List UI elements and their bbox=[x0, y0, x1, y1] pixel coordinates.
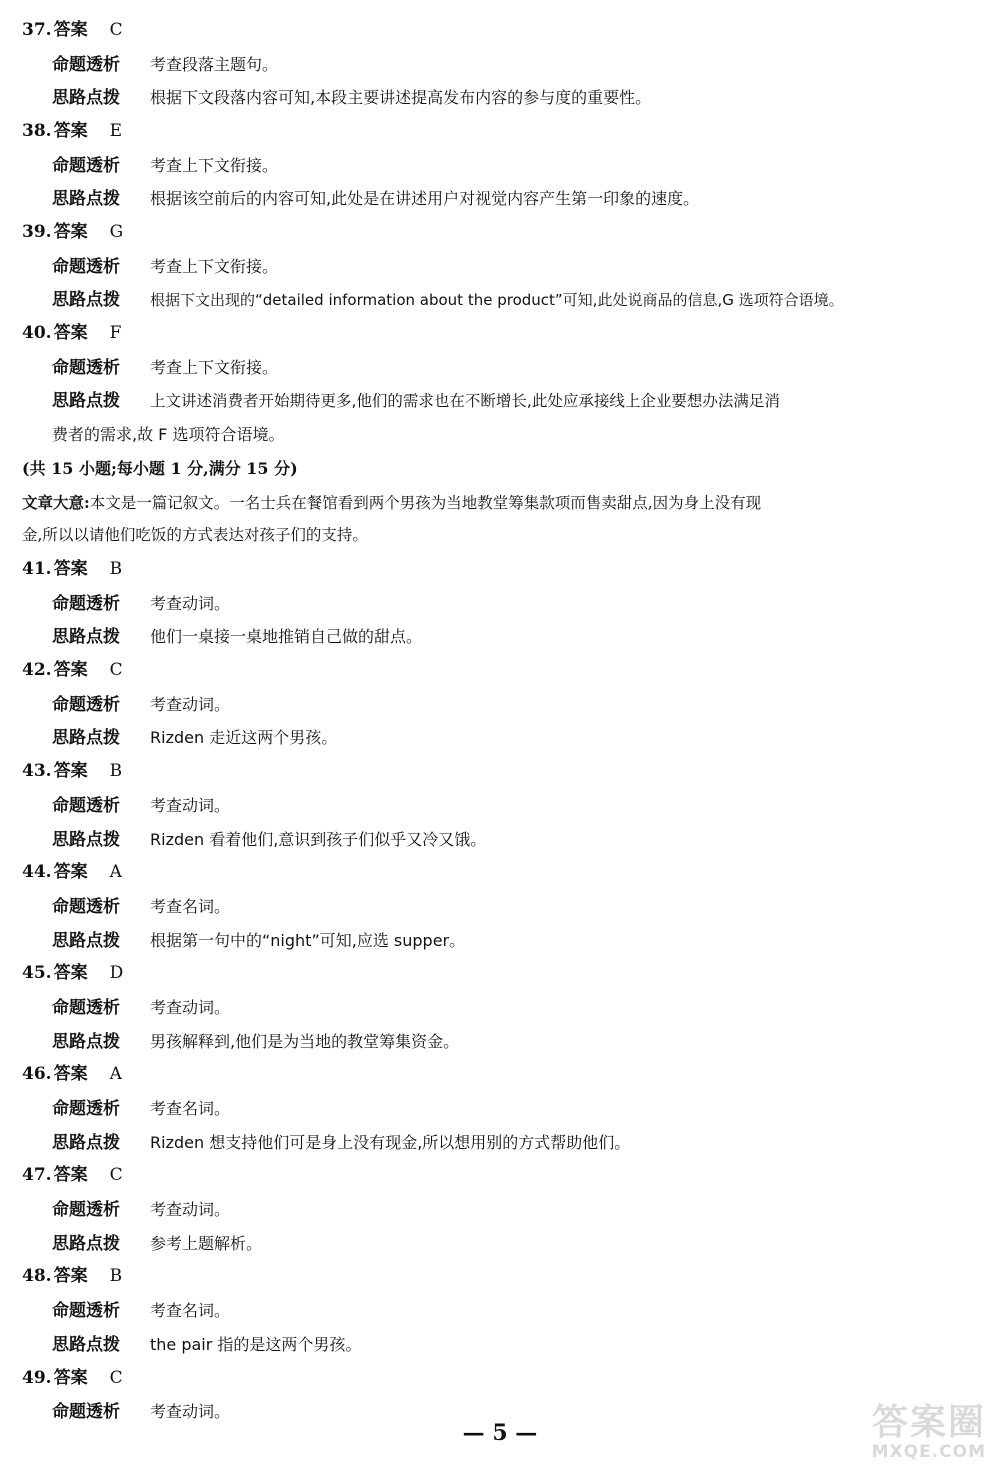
answer-label: 答案 bbox=[53, 1165, 88, 1186]
topic-label: 命题透析 bbox=[52, 256, 120, 277]
question-number: 40. bbox=[22, 323, 52, 344]
topic-line-48 bbox=[22, 1294, 982, 1328]
answer-label: 答案 bbox=[53, 1266, 88, 1287]
hint-text: Rizden 走近这两个男孩。 bbox=[150, 728, 338, 748]
answer-label: 答案 bbox=[53, 660, 88, 681]
topic-line-40 bbox=[22, 351, 982, 385]
question-number: 49. bbox=[22, 1367, 52, 1388]
topic-text: 考查上下文衔接。 bbox=[150, 357, 279, 377]
hint-text: the pair 指的是这两个男孩。 bbox=[150, 1334, 362, 1354]
hint-label: 思路点拨 bbox=[52, 289, 120, 310]
topic-label: 命题透析 bbox=[52, 795, 120, 816]
topic-text: 考查名词。 bbox=[150, 1099, 231, 1118]
answer-letter: B bbox=[109, 1266, 123, 1287]
answer-letter: E bbox=[109, 121, 122, 142]
topic-label: 命题透析 bbox=[52, 155, 120, 176]
hint-label: 思路点拨 bbox=[52, 829, 120, 850]
topic-text: 考查动词。 bbox=[150, 593, 231, 613]
hint-line-48 bbox=[22, 1328, 982, 1362]
topic-label: 命题透析 bbox=[52, 694, 120, 715]
answer-label: 答案 bbox=[53, 121, 88, 142]
answer-label: 答案 bbox=[53, 1367, 88, 1388]
answer-letter: C bbox=[109, 1165, 123, 1186]
topic-text: 考查动词。 bbox=[150, 997, 231, 1017]
hint-label: 思路点拨 bbox=[52, 627, 120, 648]
page-content bbox=[22, 14, 982, 1429]
topic-text: 考查段落主题句。 bbox=[150, 54, 279, 74]
hint-label: 思路点拨 bbox=[52, 1233, 120, 1254]
answer-line-44 bbox=[22, 856, 982, 890]
question-number: 46. bbox=[22, 1064, 52, 1085]
hint-label: 思路点拨 bbox=[52, 1132, 120, 1153]
hint-line-45 bbox=[22, 1025, 982, 1059]
hint-text: 根据下文出现的“detailed information about the product”可知,此处说商品的信息,G 选项符合语境。 bbox=[150, 290, 844, 309]
answer-line-47 bbox=[22, 1159, 982, 1193]
hint-line-43 bbox=[22, 823, 982, 857]
answer-line-43 bbox=[22, 755, 982, 789]
question-number: 48. bbox=[22, 1266, 52, 1287]
answer-line-48 bbox=[22, 1260, 982, 1294]
topic-line-44 bbox=[22, 890, 982, 924]
summary-text: 本文是一篇记叙文。一名士兵在餐馆看到两个男孩为当地教堂筹集款项而售卖甜点,因为身上没有现 bbox=[89, 493, 762, 512]
topic-line-46 bbox=[22, 1092, 982, 1126]
answer-letter: F bbox=[109, 323, 122, 344]
answer-letter: B bbox=[109, 559, 123, 579]
hint-text: 他们一桌接一桌地推销自己做的甜点。 bbox=[150, 627, 423, 647]
question-number: 43. bbox=[22, 761, 52, 782]
answer-line-49 bbox=[22, 1362, 982, 1396]
answer-letter: C bbox=[109, 20, 123, 40]
hint-text: 根据第一句中的“night”可知,应选 supper。 bbox=[150, 930, 466, 950]
question-number: 39. bbox=[22, 222, 52, 243]
answer-line-37 bbox=[22, 14, 982, 48]
hint-label: 思路点拨 bbox=[52, 189, 120, 210]
watermark-top: 答案圈 bbox=[871, 1401, 986, 1443]
topic-line-47 bbox=[22, 1193, 982, 1227]
topic-label: 命题透析 bbox=[52, 997, 120, 1018]
answer-label: 答案 bbox=[53, 222, 88, 243]
answer-label: 答案 bbox=[53, 20, 88, 40]
hint-label: 思路点拨 bbox=[52, 728, 120, 749]
answer-line-40 bbox=[22, 317, 982, 351]
topic-label: 命题透析 bbox=[52, 1200, 120, 1221]
hint-line-46 bbox=[22, 1126, 982, 1160]
answer-letter: C bbox=[109, 1367, 123, 1388]
answer-letter: A bbox=[109, 1064, 122, 1085]
summary-label: 文章大意: bbox=[22, 492, 90, 512]
answer-line-38 bbox=[22, 115, 982, 149]
answer-label: 答案 bbox=[53, 323, 88, 344]
answer-line-42 bbox=[22, 654, 982, 688]
question-number: 41. bbox=[22, 559, 52, 579]
hint-text: Rizden 看着他们,意识到孩子们似乎又冷又饿。 bbox=[150, 829, 487, 849]
hint-text: 男孩解释到,他们是为当地的教堂筹集资金。 bbox=[150, 1031, 460, 1051]
topic-line-41 bbox=[22, 587, 982, 621]
topic-label: 命题透析 bbox=[52, 54, 120, 75]
watermark-logo bbox=[836, 1402, 986, 1474]
question-number: 44. bbox=[22, 862, 52, 883]
hint-label: 思路点拨 bbox=[52, 1334, 120, 1355]
hint-text: 根据下文段落内容可知,本段主要讲述提高发布内容的参与度的重要性。 bbox=[150, 88, 652, 108]
topic-text: 考查动词。 bbox=[150, 1402, 231, 1422]
hint-line-41 bbox=[22, 620, 982, 654]
topic-line-43 bbox=[22, 789, 982, 823]
section-heading: (共 15 小题;每小题 1 分,满分 15 分) bbox=[22, 458, 298, 478]
summary-line-1 bbox=[22, 486, 982, 520]
hint-label: 思路点拨 bbox=[52, 88, 120, 109]
question-number: 38. bbox=[22, 121, 52, 142]
answer-letter: A bbox=[109, 862, 122, 883]
answer-letter: B bbox=[109, 761, 123, 782]
hint-text-continued: 费者的需求,故 F 选项符合语境。 bbox=[52, 425, 285, 445]
answer-letter: C bbox=[109, 660, 123, 681]
topic-text: 考查动词。 bbox=[150, 795, 231, 815]
answer-line-46 bbox=[22, 1058, 982, 1092]
hint-line-47 bbox=[22, 1227, 982, 1261]
topic-label: 命题透析 bbox=[52, 1099, 120, 1119]
hint-label: 思路点拨 bbox=[52, 930, 120, 951]
topic-text: 考查动词。 bbox=[150, 1200, 231, 1220]
hint-label: 思路点拨 bbox=[52, 1031, 120, 1052]
topic-text: 考查动词。 bbox=[150, 694, 231, 714]
hint-line-39 bbox=[22, 284, 982, 318]
summary-line-2: 金,所以以请他们吃饭的方式表达对孩子们的支持。 bbox=[22, 526, 368, 545]
hint-text: 根据该空前后的内容可知,此处是在讲述用户对视觉内容产生第一印象的速度。 bbox=[150, 189, 700, 209]
topic-label: 命题透析 bbox=[52, 593, 120, 614]
answer-label: 答案 bbox=[53, 559, 88, 579]
question-number: 45. bbox=[22, 963, 52, 984]
answer-line-45 bbox=[22, 957, 982, 991]
hint-line-40 bbox=[22, 385, 982, 419]
topic-text: 考查上下文衔接。 bbox=[150, 155, 279, 175]
question-number: 42. bbox=[22, 660, 52, 681]
topic-label: 命题透析 bbox=[52, 357, 120, 378]
topic-text: 考查名词。 bbox=[150, 896, 231, 916]
topic-line-42 bbox=[22, 688, 982, 722]
answer-letter: D bbox=[109, 963, 124, 984]
topic-label: 命题透析 bbox=[52, 1402, 120, 1423]
topic-line-38 bbox=[22, 149, 982, 183]
hint-text: Rizden 想支持他们可是身上没有现金,所以想用别的方式帮助他们。 bbox=[150, 1132, 631, 1152]
answer-line-39 bbox=[22, 216, 982, 250]
hint-line-38 bbox=[22, 182, 982, 216]
topic-label: 命题透析 bbox=[52, 1301, 120, 1322]
answer-label: 答案 bbox=[53, 963, 88, 984]
hint-line-42 bbox=[22, 721, 982, 755]
answer-letter: G bbox=[109, 222, 124, 243]
question-number: 47. bbox=[22, 1165, 52, 1186]
hint-line-40-cont bbox=[22, 418, 982, 452]
answer-label: 答案 bbox=[53, 862, 88, 883]
answer-label: 答案 bbox=[53, 1064, 88, 1085]
topic-line-37 bbox=[22, 48, 982, 82]
answer-label: 答案 bbox=[53, 761, 88, 782]
topic-text: 考查上下文衔接。 bbox=[150, 256, 279, 276]
hint-line-37 bbox=[22, 81, 982, 115]
watermark-bottom: MXQE.COM bbox=[871, 1442, 986, 1462]
topic-label: 命题透析 bbox=[52, 896, 120, 917]
topic-text: 考查名词。 bbox=[150, 1301, 231, 1321]
topic-line-39 bbox=[22, 250, 982, 284]
answer-line-41 bbox=[22, 553, 982, 587]
hint-text: 上文讲述消费者开始期待更多,他们的需求也在不断增长,此处应承接线上企业要想办法满足消 bbox=[150, 391, 780, 410]
topic-line-45 bbox=[22, 991, 982, 1025]
hint-label: 思路点拨 bbox=[52, 390, 120, 411]
hint-text: 参考上题解析。 bbox=[150, 1233, 263, 1253]
page-number: — 5 — bbox=[462, 1420, 538, 1446]
question-number: 37. bbox=[22, 20, 52, 40]
hint-line-44 bbox=[22, 924, 982, 958]
